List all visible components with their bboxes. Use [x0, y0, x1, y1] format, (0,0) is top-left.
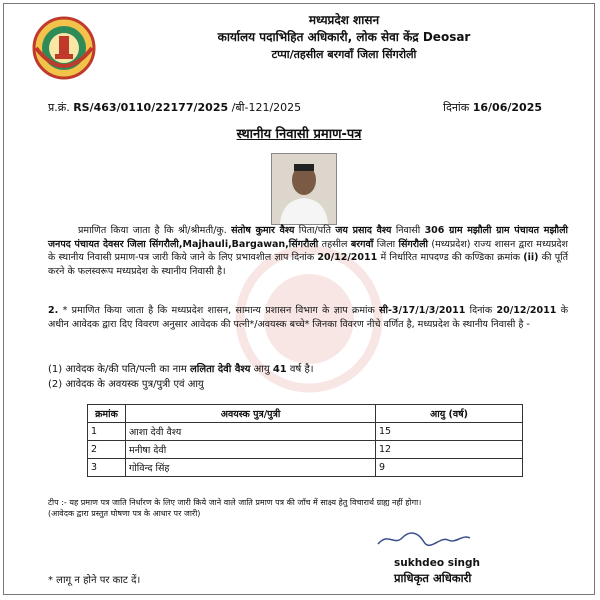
table-header-row: क्रमांक अवयस्क पुत्र/पुत्री आयु (वर्ष)	[88, 405, 523, 423]
signer-name: sukhdeo singh	[394, 557, 481, 569]
applicant-photo	[271, 153, 337, 225]
issue-date: दिनांक 16/06/2025	[443, 101, 542, 114]
children-heading: (2) आवेदक के अवयस्क पुत्र/पुत्री एवं आयु	[48, 379, 204, 390]
certificate-title: स्थानीय निवासी प्रमाण-पत्र	[236, 127, 362, 142]
dependents-table	[87, 404, 523, 477]
address: 306 ग्राम मझौली ग्राम पंचायत मझौली जनपद पंचायत देवसर जिला सिंगरौली,Majhauli,Bargawan,सिंगरौली	[48, 225, 568, 250]
signer-title: प्राधिकृत अधिकारी	[394, 571, 472, 585]
table-row: 1 आशा देवी वैश्य 15	[88, 423, 523, 441]
paragraph-1: प्रमाणित किया जाता है कि श्री/श्रीमती/कु. संतोष कुमार वैश्य पिता/पति जय प्रसाद वैश्य निवासी 306 ग्राम मझौली ग्राम पंचायत मझौली जनपद पंचायत देवसर जिला सिंगरौली,Majhauli,Bargawan,सिंगरौली तहसील बरगवाँ जिला सिंगरौली (मध्यप्रदेश) राज्य शासन द्वारा मध्यप्रदेश के स्थानीय निवासी प्रमाण-पत्र जारी किये जाने के लिए प्रभावशील ज्ञाप दिनांक 20/12/2011 में निर्धारित मापदण्ड की कण्डिका क्रमांक (ii) की पूर्ति करने के फलस्वरूप मध्यप्रदेश के स्थानीय निवासी है।	[48, 225, 568, 277]
paragraph-2: 2. * प्रमाणित किया जाता है कि मध्यप्रदेश शासन, सामान्य प्रशासन विभाग के ज्ञाप क्रमांक सी-3/17/1/3/2011 दिनांक 20/12/2011 के अधीन आवेदक द्वारा दिए विवरण अनुसार आवेदक की पत्नी*/अवयस्क बच्चे* जिनका विवरण नीचे वर्णित है, मध्यप्रदेश के स्थानीय निवासी है -	[48, 305, 568, 330]
reference-code: RS/463/0110/22177/2025	[73, 101, 229, 114]
footnote: * लागू न होने पर काट दें।	[48, 575, 141, 586]
signature-scribble	[374, 528, 474, 550]
memo-number: सी-3/17/1/3/2011	[379, 305, 466, 316]
header-tehsil: टप्पा/तहसील बरगवाँ जिला सिंगरोली	[271, 48, 417, 61]
madhya-pradesh-emblem-icon	[32, 14, 96, 86]
table-row: 2 मनीषा देवी 12	[88, 441, 523, 459]
applicant-name: संतोष कुमार वैश्य	[231, 225, 295, 236]
header-office: कार्यालय पदाभिहित अधिकारी, लोक सेवा केंद्र Deosar	[217, 30, 471, 44]
father-name: जय प्रसाद वैश्य	[335, 225, 392, 236]
certificate-page	[3, 3, 595, 595]
spouse-name: ललिता देवी वैश्य	[189, 364, 251, 375]
table-row: 3 गोविन्द सिंह 9	[88, 459, 523, 477]
spouse-line: (1) आवेदक के/की पति/पत्नी का नाम ललिता देवी वैश्य आयु 41 वर्ष है।	[48, 364, 314, 375]
header-government: मध्यप्रदेश शासन	[308, 13, 380, 27]
person-photo-icon	[272, 154, 336, 224]
note: टीप :- यह प्रमाण पत्र जाति निर्धारण के लिए जारी किये जाने वाले जाति प्रमाण पत्र की जाँच में साक्ष्य हेतु विचारार्थ ग्राह्य नहीं होगा। (आवेदक द्वारा प्रस्तुत घोषणा पत्र के आधार पर जारी)	[48, 498, 422, 518]
reference-number: प्र.क्रं. RS/463/0110/22177/2025 /बी-121/2025	[48, 101, 302, 114]
